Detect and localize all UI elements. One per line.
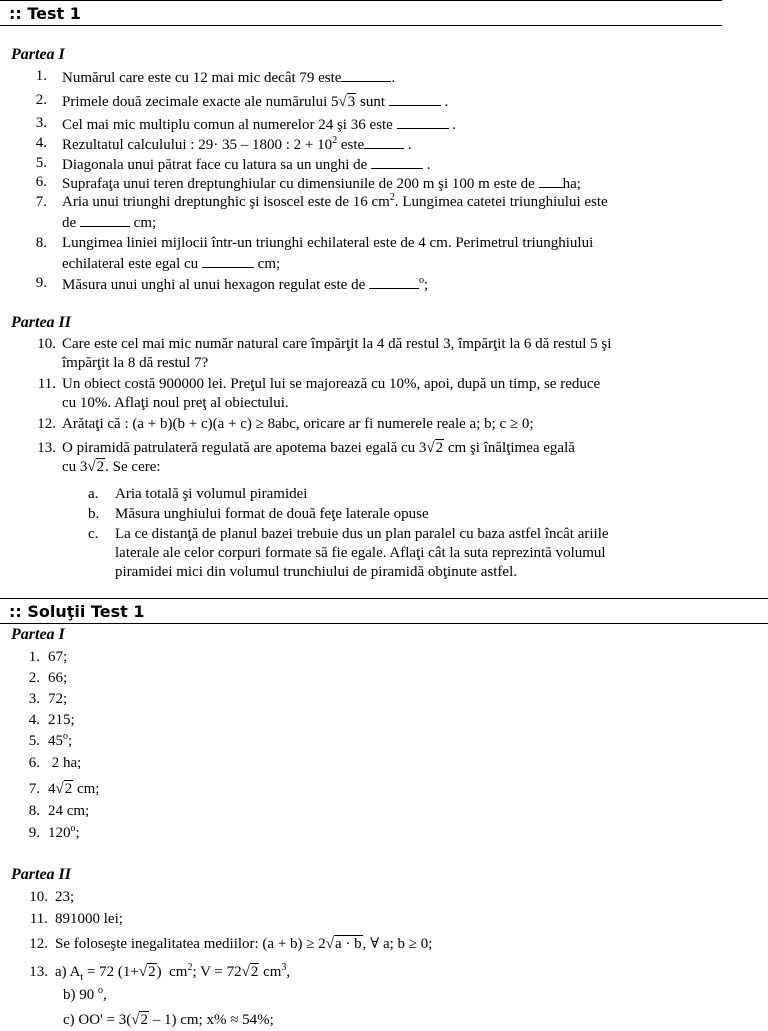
solutions-header: :: Soluţii Test 1 bbox=[0, 598, 768, 624]
part1-title: Partea I bbox=[11, 46, 65, 63]
part2-title: Partea II bbox=[11, 314, 71, 331]
test-header: :: Test 1 bbox=[0, 0, 722, 26]
solutions-part2-title: Partea II bbox=[11, 866, 71, 883]
solutions-part1-title: Partea I bbox=[11, 626, 65, 643]
